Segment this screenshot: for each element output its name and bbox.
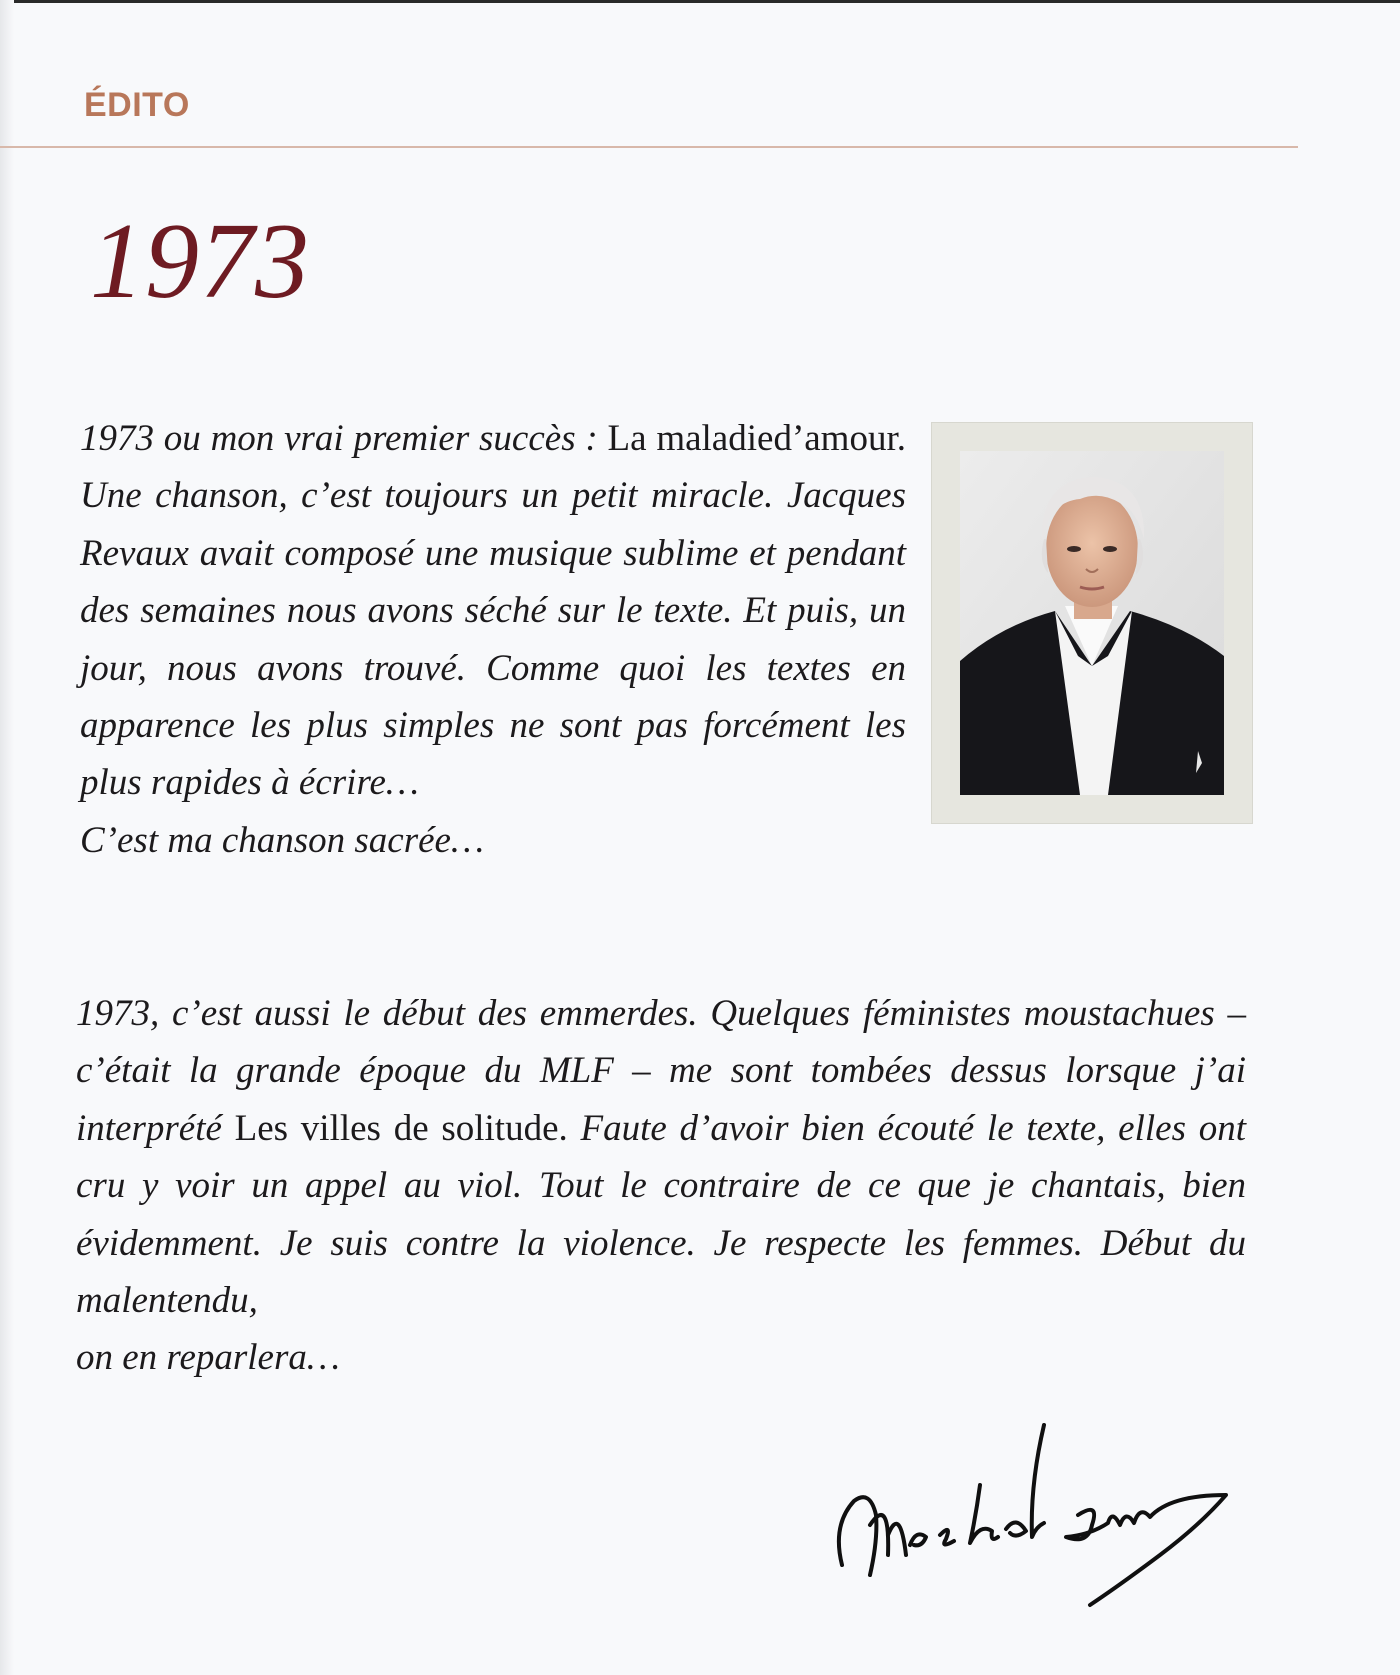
para1-body: Une chanson, c’est toujours un petit miracle. Jacques Revaux avait composé une musique sublime et pendant des semaines nous avons séché sur le texte. Et puis, un jour, nous avons trouvé. Comme quoi les textes en apparence les plus simples ne sont pas forcément les plus rapides à écrire…	[80, 475, 906, 804]
signature-text: Michel Sardou	[830, 1405, 836, 1406]
page-gutter-shadow	[0, 0, 14, 1675]
para1-closing: C’est ma chanson sacrée…	[80, 819, 484, 861]
header-divider	[0, 146, 1298, 148]
portrait-photo	[960, 451, 1224, 795]
portrait-photo-frame	[932, 423, 1252, 823]
para2-body: Faute d’avoir bien écouté le texte, elles ont cru y voir un appel au viol. Tout le contraire de ce que je chantais, bien évidemment. Je suis contre la violence. Je respecte les femmes. Début du malentendu,	[76, 1107, 1246, 1322]
song-title-1b: d’amour.	[773, 418, 906, 459]
page-title: 1973	[90, 202, 310, 321]
para1-intro: 1973 ou mon vrai premier succès :	[80, 418, 608, 459]
paragraph-2	[76, 985, 1246, 1387]
page-top-edge	[0, 0, 1400, 3]
song-title-2: Les villes de solitude.	[234, 1107, 568, 1149]
para2-intro: 1973, c’est aussi le début des emmerdes. Quelques féministes moustachues – c’était la grande époque du MLF – me sont tombées dessus lorsque j’ai interprété	[76, 993, 1246, 1149]
paragraph-1	[80, 410, 906, 869]
handwritten-signature	[830, 1405, 1260, 1625]
para2-closing: on en reparlera…	[76, 1337, 340, 1379]
section-label: ÉDITO	[84, 86, 190, 124]
song-title-1a: La maladie	[607, 418, 774, 459]
